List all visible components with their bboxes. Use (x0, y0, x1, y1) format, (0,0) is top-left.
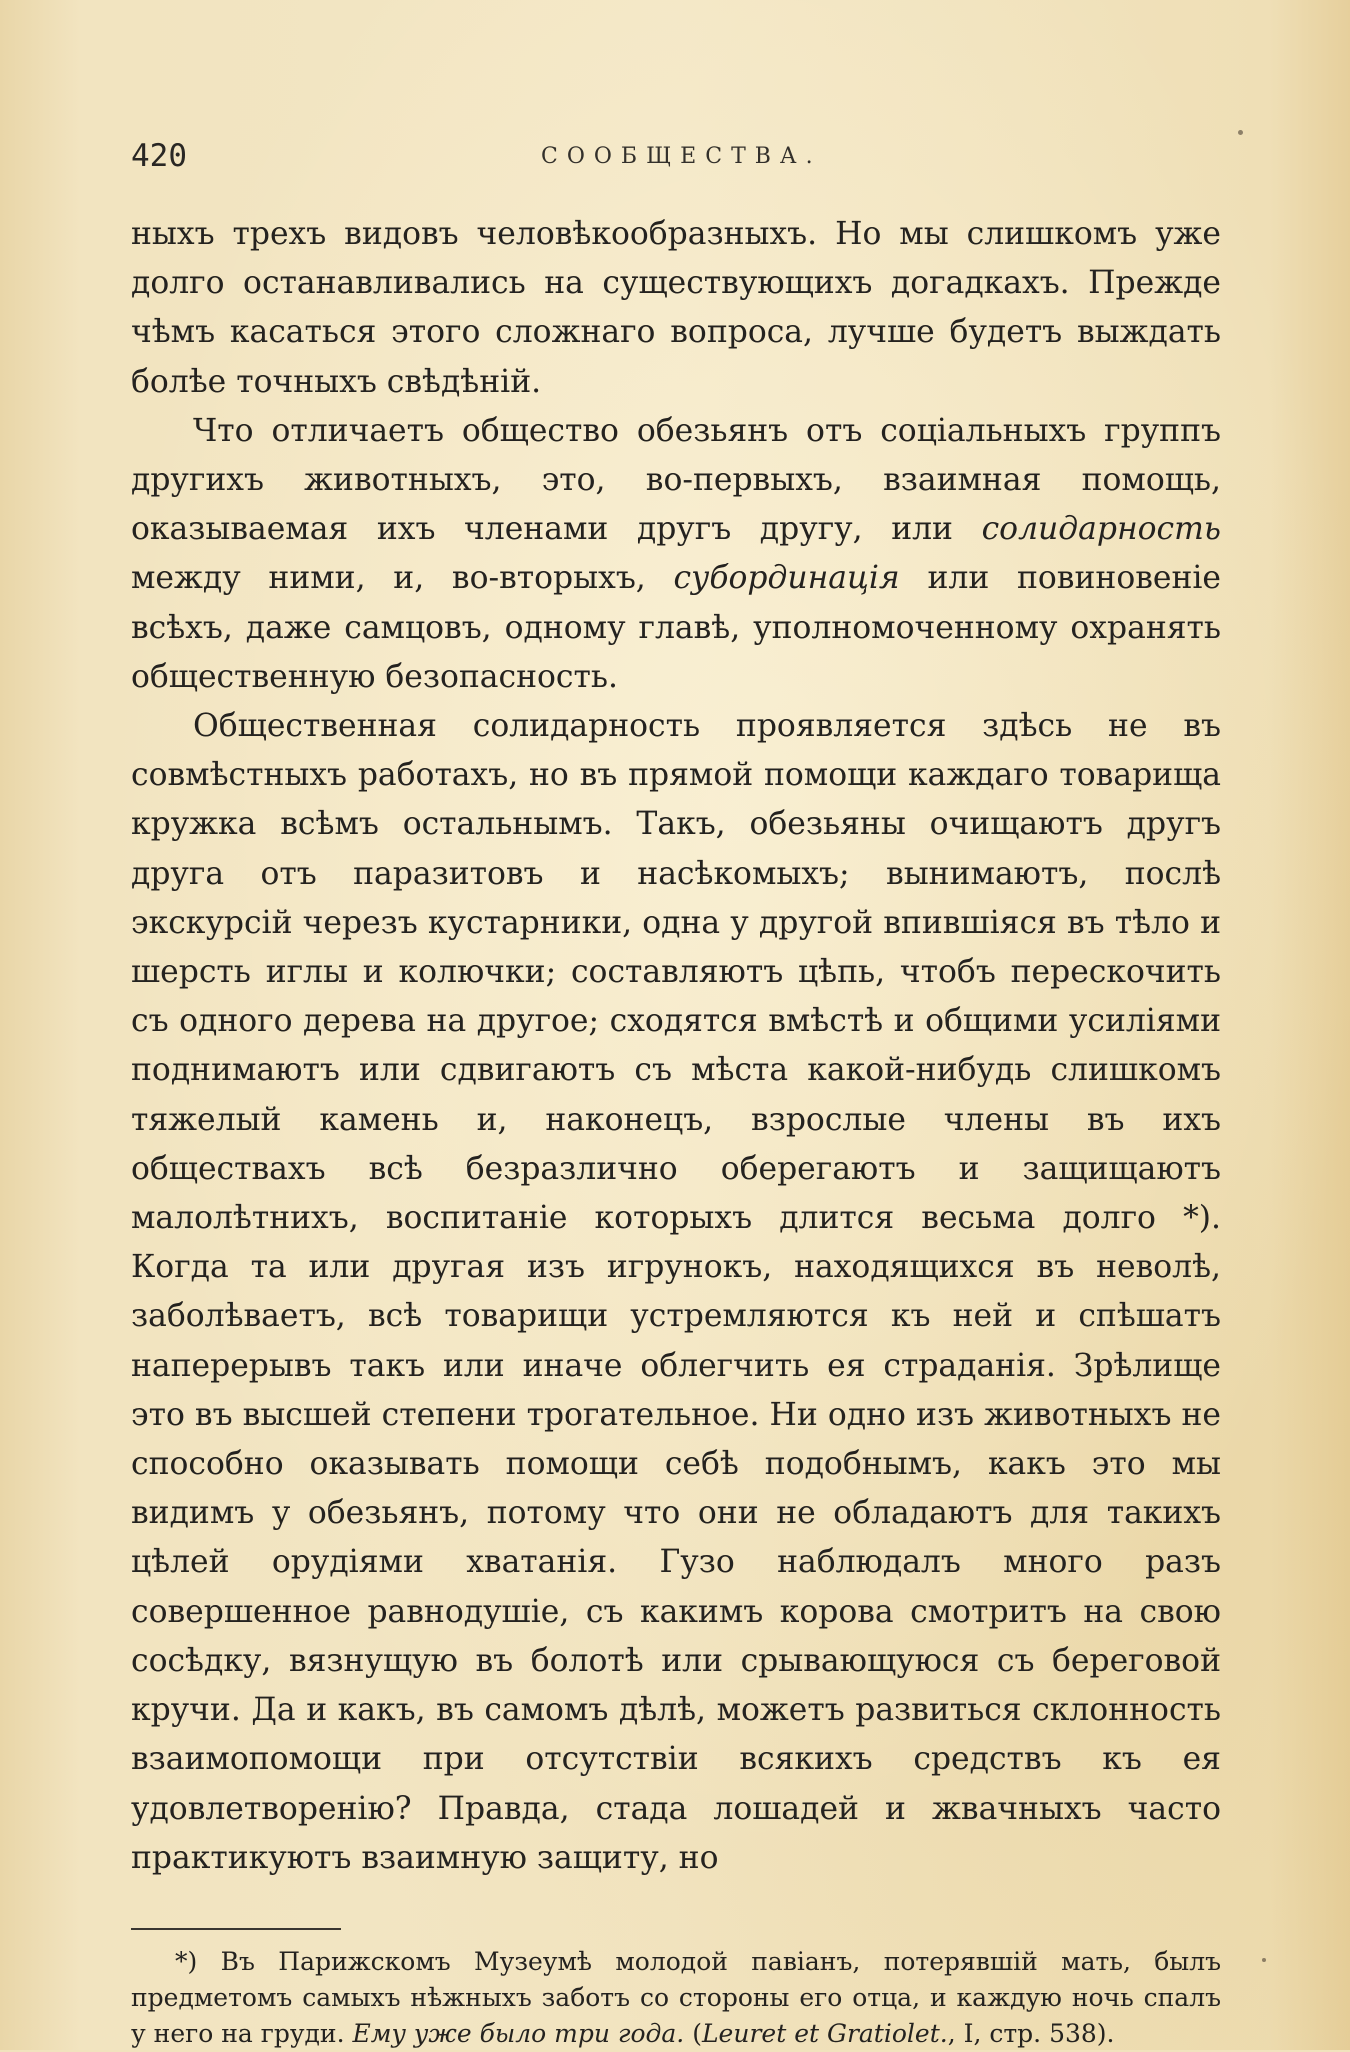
footnote-source: Leuret et Gratiolet. (701, 2019, 948, 2048)
paragraph-2-part-c: или повиновеніе всѣхъ, даже самцовъ, одному главѣ, уполномоченному охранять общественную безопасность. (131, 560, 1221, 695)
footnote-text-a: *) Въ Парижскомъ Музеумѣ молодой павіанъ, потерявшій мать, былъ предметомъ самыхъ нѣжныхъ заботъ со стороны его отца, и каждую ночь спалъ у него на груди. (131, 1947, 1221, 2048)
footnote-quote: Ему уже было три года. (352, 2019, 685, 2048)
term-subordination: субординація (673, 560, 900, 597)
term-solidarity: солидарность (981, 511, 1221, 548)
body-text (131, 210, 1221, 1883)
paragraph-2-part-a: Что отличаетъ общество обезьянъ отъ соціальныхъ группъ другихъ животныхъ, это, во-первыхъ, взаимная помощь, оказываемая ихъ членами другъ другу, или (131, 412, 1221, 548)
footnote-paragraph (131, 1944, 1221, 2052)
paragraph-1: ныхъ трехъ видовъ человѣкообразныхъ. Но мы слишкомъ уже долго останавливались на существующихъ догадкахъ. Прежде чѣмъ касаться этого сложнаго вопроса, лучше будетъ выждать болѣе точныхъ свѣдѣній. (131, 216, 1221, 400)
running-head: СООБЩЕСТВА. (541, 144, 822, 169)
page-header (131, 138, 1221, 178)
paragraph-2-part-b: между ними, и, во-вторыхъ, (131, 560, 674, 597)
page-number: 420 (131, 138, 187, 174)
paragraph-3: Общественная солидарность проявляется здѣсь не въ совмѣстныхъ работахъ, но въ прямой помощи каждаго товарища кружка всѣмъ остальнымъ. Такъ, обезьяны очищаютъ другъ друга отъ паразитовъ и насѣкомыхъ; вынимаютъ, послѣ экскурсій черезъ кустарники, одна у другой впившіяся въ тѣло и шерсть иглы и колючки; составляютъ цѣпь, чтобъ перескочить съ одного дерева на другое; сходятся вмѣстѣ и общими усиліями поднимаютъ или сдвигаютъ съ мѣста какой-нибудь слишкомъ тяжелый камень и, наконецъ, взрослые члены въ ихъ обществахъ всѣ безразлично оберегаютъ и защищаютъ малолѣтнихъ, воспитаніе которыхъ длится весьма долго *). Когда та или другая изъ игрунокъ, находящихся въ неволѣ, заболѣваетъ, всѣ товарищи устремляются къ ней и спѣшатъ наперерывъ такъ или иначе облегчить ея страданія. Зрѣлище это въ высшей степени трогательное. Ни одно изъ животныхъ не способно оказывать помощи себѣ подобнымъ, какъ это мы видимъ у обезьянъ, потому что они не обладаютъ для такихъ цѣлей орудіями хватанія. Гузо наблюдалъ много разъ совершенное равнодушіе, съ какимъ корова смотритъ на свою сосѣдку, вязнущую въ болотѣ или срывающуюся съ береговой кручи. Да и какъ, въ самомъ дѣлѣ, можетъ развиться склонность взаимопомощи при отсутствіи всякихъ средствъ къ ея удовлетворенію? Правда, стада лошадей и жвачныхъ часто практикуютъ взаимную защиту, но (131, 708, 1221, 1876)
paper-speck (1238, 130, 1243, 135)
footnote-divider (131, 1928, 341, 1930)
footnote (131, 1944, 1221, 2052)
paragraph-2 (131, 407, 1221, 702)
footnote-text-c: , I, стр. 538). (947, 2019, 1115, 2048)
paper-speck (1262, 1958, 1266, 1962)
footnote-text-b: ( (684, 2019, 702, 2048)
